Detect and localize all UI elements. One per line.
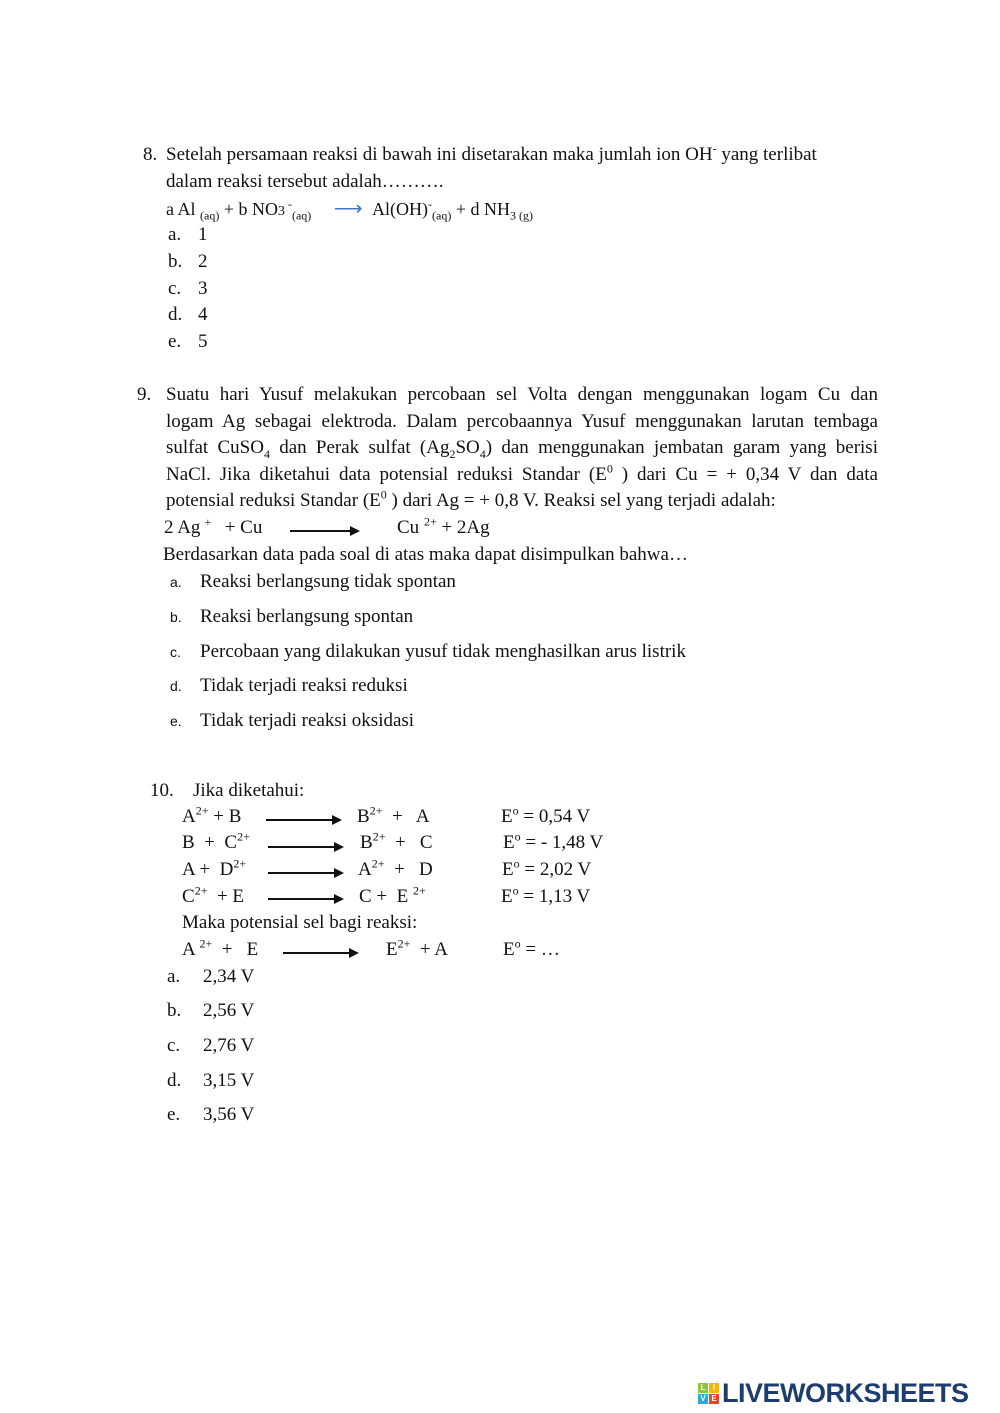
q9-text-line4: NaCl. Jika diketahui data potensial reduksi Standar ($E^0$ ) dari Cu = + 0,34 V dan data xyxy=(166,461,878,485)
q10-number: 10. xyxy=(150,780,174,801)
worksheet-page: 8. Setelah persamaan reaksi di bawah ini disetarakan maka jumlah ion OH- yang terlibat dalam reaksi tersebut adalah………. a Al $_{(aq)}$ + b NO3 -$_{(aq)}$ ⟶ $Al(OH)^-_{(aq)} + d$ $NH_{3 (g)}$ a. 1 b. 2 c. 3 d. 4 e. 5 9. Suatu hari Yusuf melakukan percobaan sel Volta dengan menggunakan logam Cu dan logam Ag sebagai elektroda. Dalam percobaannya Yusuf menggunakan larutan tembaga sulfat CuSO$_4$ dan Perak sulfat $(Ag_2SO_4)$ dan menggunakan jembatan garam yang berisi NaCl. Jika diketahui data potensial reduksi Standar ($E^0$ ) dari Cu = + 0,34 V dan data potensial reduksi Standar ($E^0$ ) dari Ag = + 0,8 V. Reaksi sel yang terjadi adalah: 2 Ag + + Cu Cu $^{2+}$ + 2Ag Berdasarkan data pada soal di atas maka dapat disimpulkan bahwa… a. Reaksi berlangsung tidak spontan b. Reaksi berlangsung spontan c. Percobaan yang dilakukan yusuf tidak menghasilkan arus listrik d. Tidak terjadi reaksi reduksi e. Tidak terjadi reaksi oksidasi 10. Jika diketahui: $A^{2+} + B$ $B^{2+} + A$ $E^o = 0,54$ V $B + C^{2+}$ $B^{2+} + C$ $E^o$ = - 1,48 V $A + D^{2+}$ $A^{2+} + D$ $E^o = 2,02$ V $C^{2+} + E$ C + E $^{2+}$ $E^o = 1,13$ V Maka potensial sel bagi reaksi: A $^{2+}$ + E $E^{2+} + A$ $E^o$ = … a. 2,34 V b. 2,56 V c. 2,76 V d. 3,15 V e. 3,56 V L I V E LIVEWORKSHEETS xyxy=(0,0,1000,1413)
q8-option-e[interactable]: e. 5 xyxy=(168,331,208,352)
arrow-icon xyxy=(268,872,342,874)
q9-text-line5: potensial reduksi Standar ($E^0$ ) dari Ag = + 0,8 V. Reaksi sel yang terjadi adalah: xyxy=(166,487,776,511)
q10-option-d[interactable]: d. 3,15 V xyxy=(167,1070,255,1091)
q9-text-line1: Suatu hari Yusuf melakukan percobaan sel Volta dengan menggunakan logam Cu dan xyxy=(166,384,878,405)
logo-blocks-icon: L I V E xyxy=(698,1383,719,1404)
q10-option-c[interactable]: c. 2,76 V xyxy=(167,1035,255,1056)
arrow-icon xyxy=(290,530,358,532)
arrow-icon xyxy=(266,819,340,821)
q8-text-line1: Setelah persamaan reaksi di bawah ini disetarakan maka jumlah ion OH- yang terlibat xyxy=(166,141,817,165)
q8-equation: a Al $_{(aq)}$ + b NO3 -$_{(aq)}$ ⟶ $Al(OH)^-_{(aq)} + d$ $NH_{3 (g)}$ xyxy=(166,197,533,223)
q9-option-a[interactable]: a. Reaksi berlangsung tidak spontan xyxy=(170,571,456,592)
q9-option-b[interactable]: b. Reaksi berlangsung spontan xyxy=(170,606,414,627)
q9-equation-right: Cu $^{2+}$ + 2Ag xyxy=(397,514,490,538)
arrow-icon xyxy=(268,846,342,848)
arrow-icon: ⟶ xyxy=(333,198,363,220)
q9-number: 9. xyxy=(137,384,152,405)
q10-option-b[interactable]: b. 2,56 V xyxy=(167,1000,255,1021)
q9-text-line3: sulfat CuSO$_4$ dan Perak sulfat $(Ag_2SO_4)$ dan menggunakan jembatan garam yang berisi xyxy=(166,437,878,461)
q10-option-e[interactable]: e. 3,56 V xyxy=(167,1104,255,1125)
q9-conclusion: Berdasarkan data pada soal di atas maka dapat disimpulkan bahwa… xyxy=(163,544,688,565)
q9-text-line2: logam Ag sebagai elektroda. Dalam percobaannya Yusuf menggunakan larutan tembaga xyxy=(166,411,878,432)
liveworksheets-logo: L I V E LIVEWORKSHEETS xyxy=(698,1378,969,1409)
arrow-icon xyxy=(268,898,342,900)
q10-intro: Jika diketahui: xyxy=(193,780,305,801)
q10-ask: Maka potensial sel bagi reaksi: xyxy=(182,912,418,933)
q9-option-d[interactable]: d. Tidak terjadi reaksi reduksi xyxy=(170,675,408,696)
q8-option-c[interactable]: c. 3 xyxy=(168,278,208,299)
q8-number: 8. xyxy=(143,144,158,165)
q10-option-a[interactable]: a. 2,34 V xyxy=(167,966,255,987)
q8-option-d[interactable]: d. 4 xyxy=(168,304,208,325)
arrow-icon xyxy=(283,952,357,954)
q8-option-b[interactable]: b. 2 xyxy=(168,251,208,272)
q9-option-c[interactable]: c. Percobaan yang dilakukan yusuf tidak menghasilkan arus listrik xyxy=(170,641,686,662)
q9-option-e[interactable]: e. Tidak terjadi reaksi oksidasi xyxy=(170,710,415,731)
q8-option-a[interactable]: a. 1 xyxy=(168,224,208,245)
q9-equation-left: 2 Ag + + Cu xyxy=(164,514,263,538)
q8-text-line2: dalam reaksi tersebut adalah………. xyxy=(166,171,444,192)
